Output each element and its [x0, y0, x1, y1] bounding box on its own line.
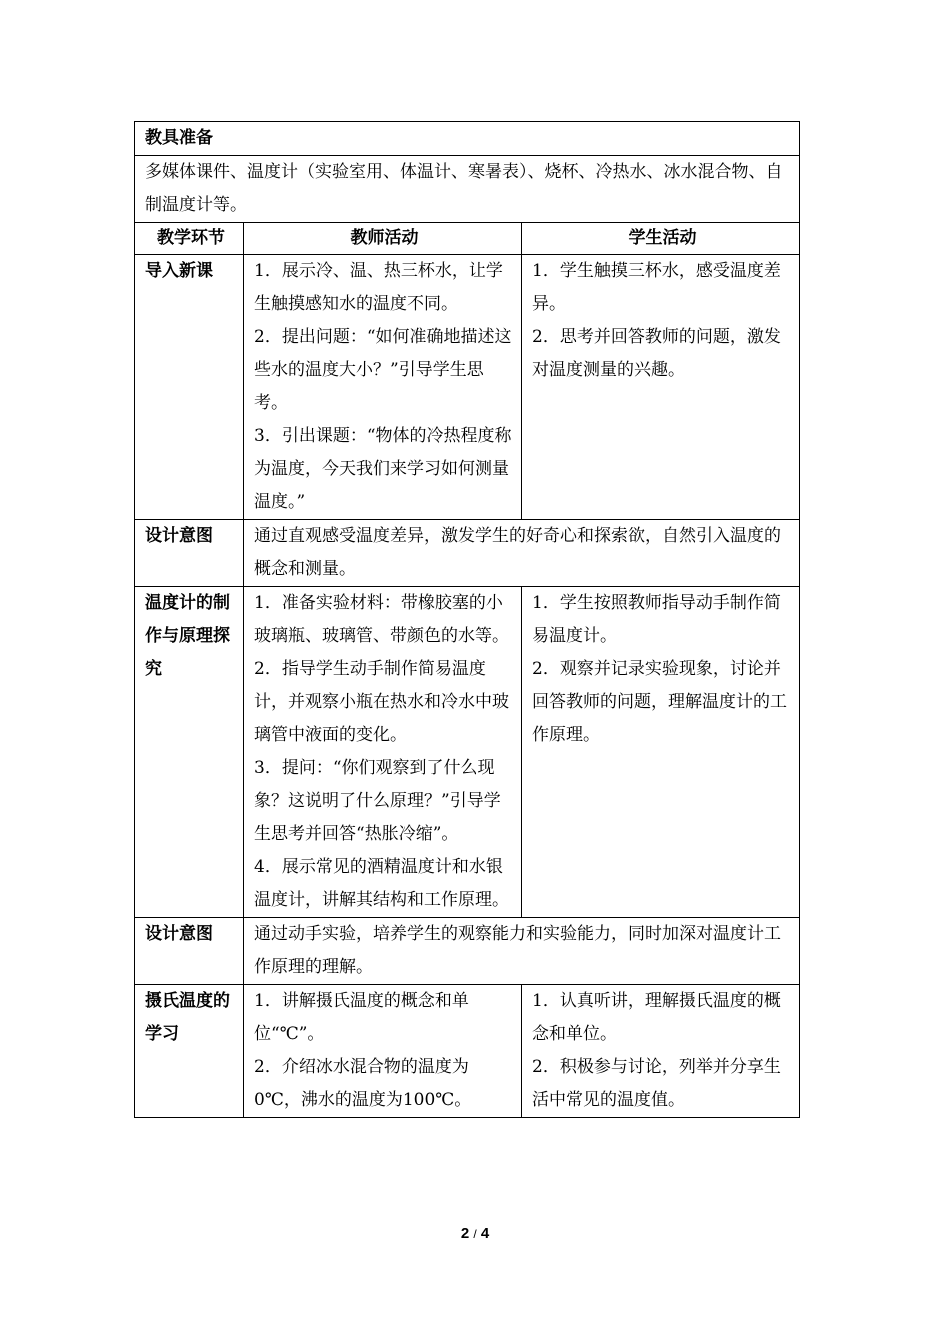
column-header-row — [135, 223, 800, 255]
page-separator: / — [473, 1227, 477, 1241]
teacher-activity-cell — [244, 985, 522, 1118]
student-activity-cell — [522, 255, 800, 520]
teacher-activity-cell — [244, 587, 522, 918]
student-step: 1．学生触摸三杯水，感受温度差异。 — [532, 261, 781, 314]
intent-text: 通过动手实验，培养学生的观察能力和实验能力，同时加深对温度计工作原理的理解。 — [244, 918, 800, 985]
teacher-step: 3．提问：“你们观察到了什么现象？这说明了什么原理？”引导学生思考并回答“热胀冷缩”。 — [254, 758, 501, 844]
section-row-thermometer — [135, 587, 800, 918]
teacher-activity-cell — [244, 255, 522, 520]
teacher-step: 2．指导学生动手制作简易温度计，并观察小瓶在热水和冷水中玻璃管中液面的变化。 — [254, 659, 509, 745]
teacher-step: 4．展示常见的酒精温度计和水银温度计，讲解其结构和工作原理。 — [254, 857, 509, 910]
student-step: 2．思考并回答教师的问题，激发对温度测量的兴趣。 — [532, 327, 781, 380]
student-activity-cell — [522, 587, 800, 918]
design-intent-row — [135, 520, 800, 587]
prep-title-row — [135, 122, 800, 156]
prep-content: 多媒体课件、温度计（实验室用、体温计、寒暑表）、烧杯、冷热水、冰水混合物、自制温度计等。 — [135, 156, 800, 223]
intent-label: 设计意图 — [135, 918, 244, 985]
header-stage: 教学环节 — [135, 223, 244, 255]
page-number — [0, 1225, 950, 1242]
teacher-step: 1．讲解摄氏温度的概念和单位“℃”。 — [254, 991, 469, 1044]
page-current: 2 — [460, 1225, 470, 1242]
design-intent-row — [135, 918, 800, 985]
stage-cell: 摄氏温度的学习 — [135, 985, 244, 1118]
student-step: 1．学生按照教师指导动手制作简易温度计。 — [532, 593, 781, 646]
lesson-plan-table — [134, 121, 800, 1118]
teacher-step: 2．提出问题：“如何准确地描述这些水的温度大小？”引导学生思考。 — [254, 327, 512, 413]
intent-text: 通过直观感受温度差异，激发学生的好奇心和探索欲，自然引入温度的概念和测量。 — [244, 520, 800, 587]
prep-title: 教具准备 — [135, 122, 800, 156]
teacher-step: 1．准备实验材料：带橡胶塞的小玻璃瓶、玻璃管、带颜色的水等。 — [254, 593, 509, 646]
student-step: 2．积极参与讨论，列举并分享生活中常见的温度值。 — [532, 1057, 781, 1110]
header-teacher: 教师活动 — [244, 223, 522, 255]
student-step: 1．认真听讲，理解摄氏温度的概念和单位。 — [532, 991, 781, 1044]
stage-cell: 导入新课 — [135, 255, 244, 520]
header-student: 学生活动 — [522, 223, 800, 255]
teacher-step: 2．介绍冰水混合物的温度为0℃，沸水的温度为100℃。 — [254, 1057, 472, 1110]
student-activity-cell — [522, 985, 800, 1118]
intent-label: 设计意图 — [135, 520, 244, 587]
stage-cell: 温度计的制作与原理探究 — [135, 587, 244, 918]
prep-content-row — [135, 156, 800, 223]
teacher-step: 3．引出课题：“物体的冷热程度称为温度，今天我们来学习如何测量温度。” — [254, 426, 512, 512]
student-step: 2．观察并记录实验现象，讨论并回答教师的问题，理解温度计的工作原理。 — [532, 659, 787, 745]
teacher-step: 1．展示冷、温、热三杯水，让学生触摸感知水的温度不同。 — [254, 261, 503, 314]
page-total: 4 — [480, 1225, 490, 1242]
section-row-celsius — [135, 985, 800, 1118]
section-row-intro — [135, 255, 800, 520]
